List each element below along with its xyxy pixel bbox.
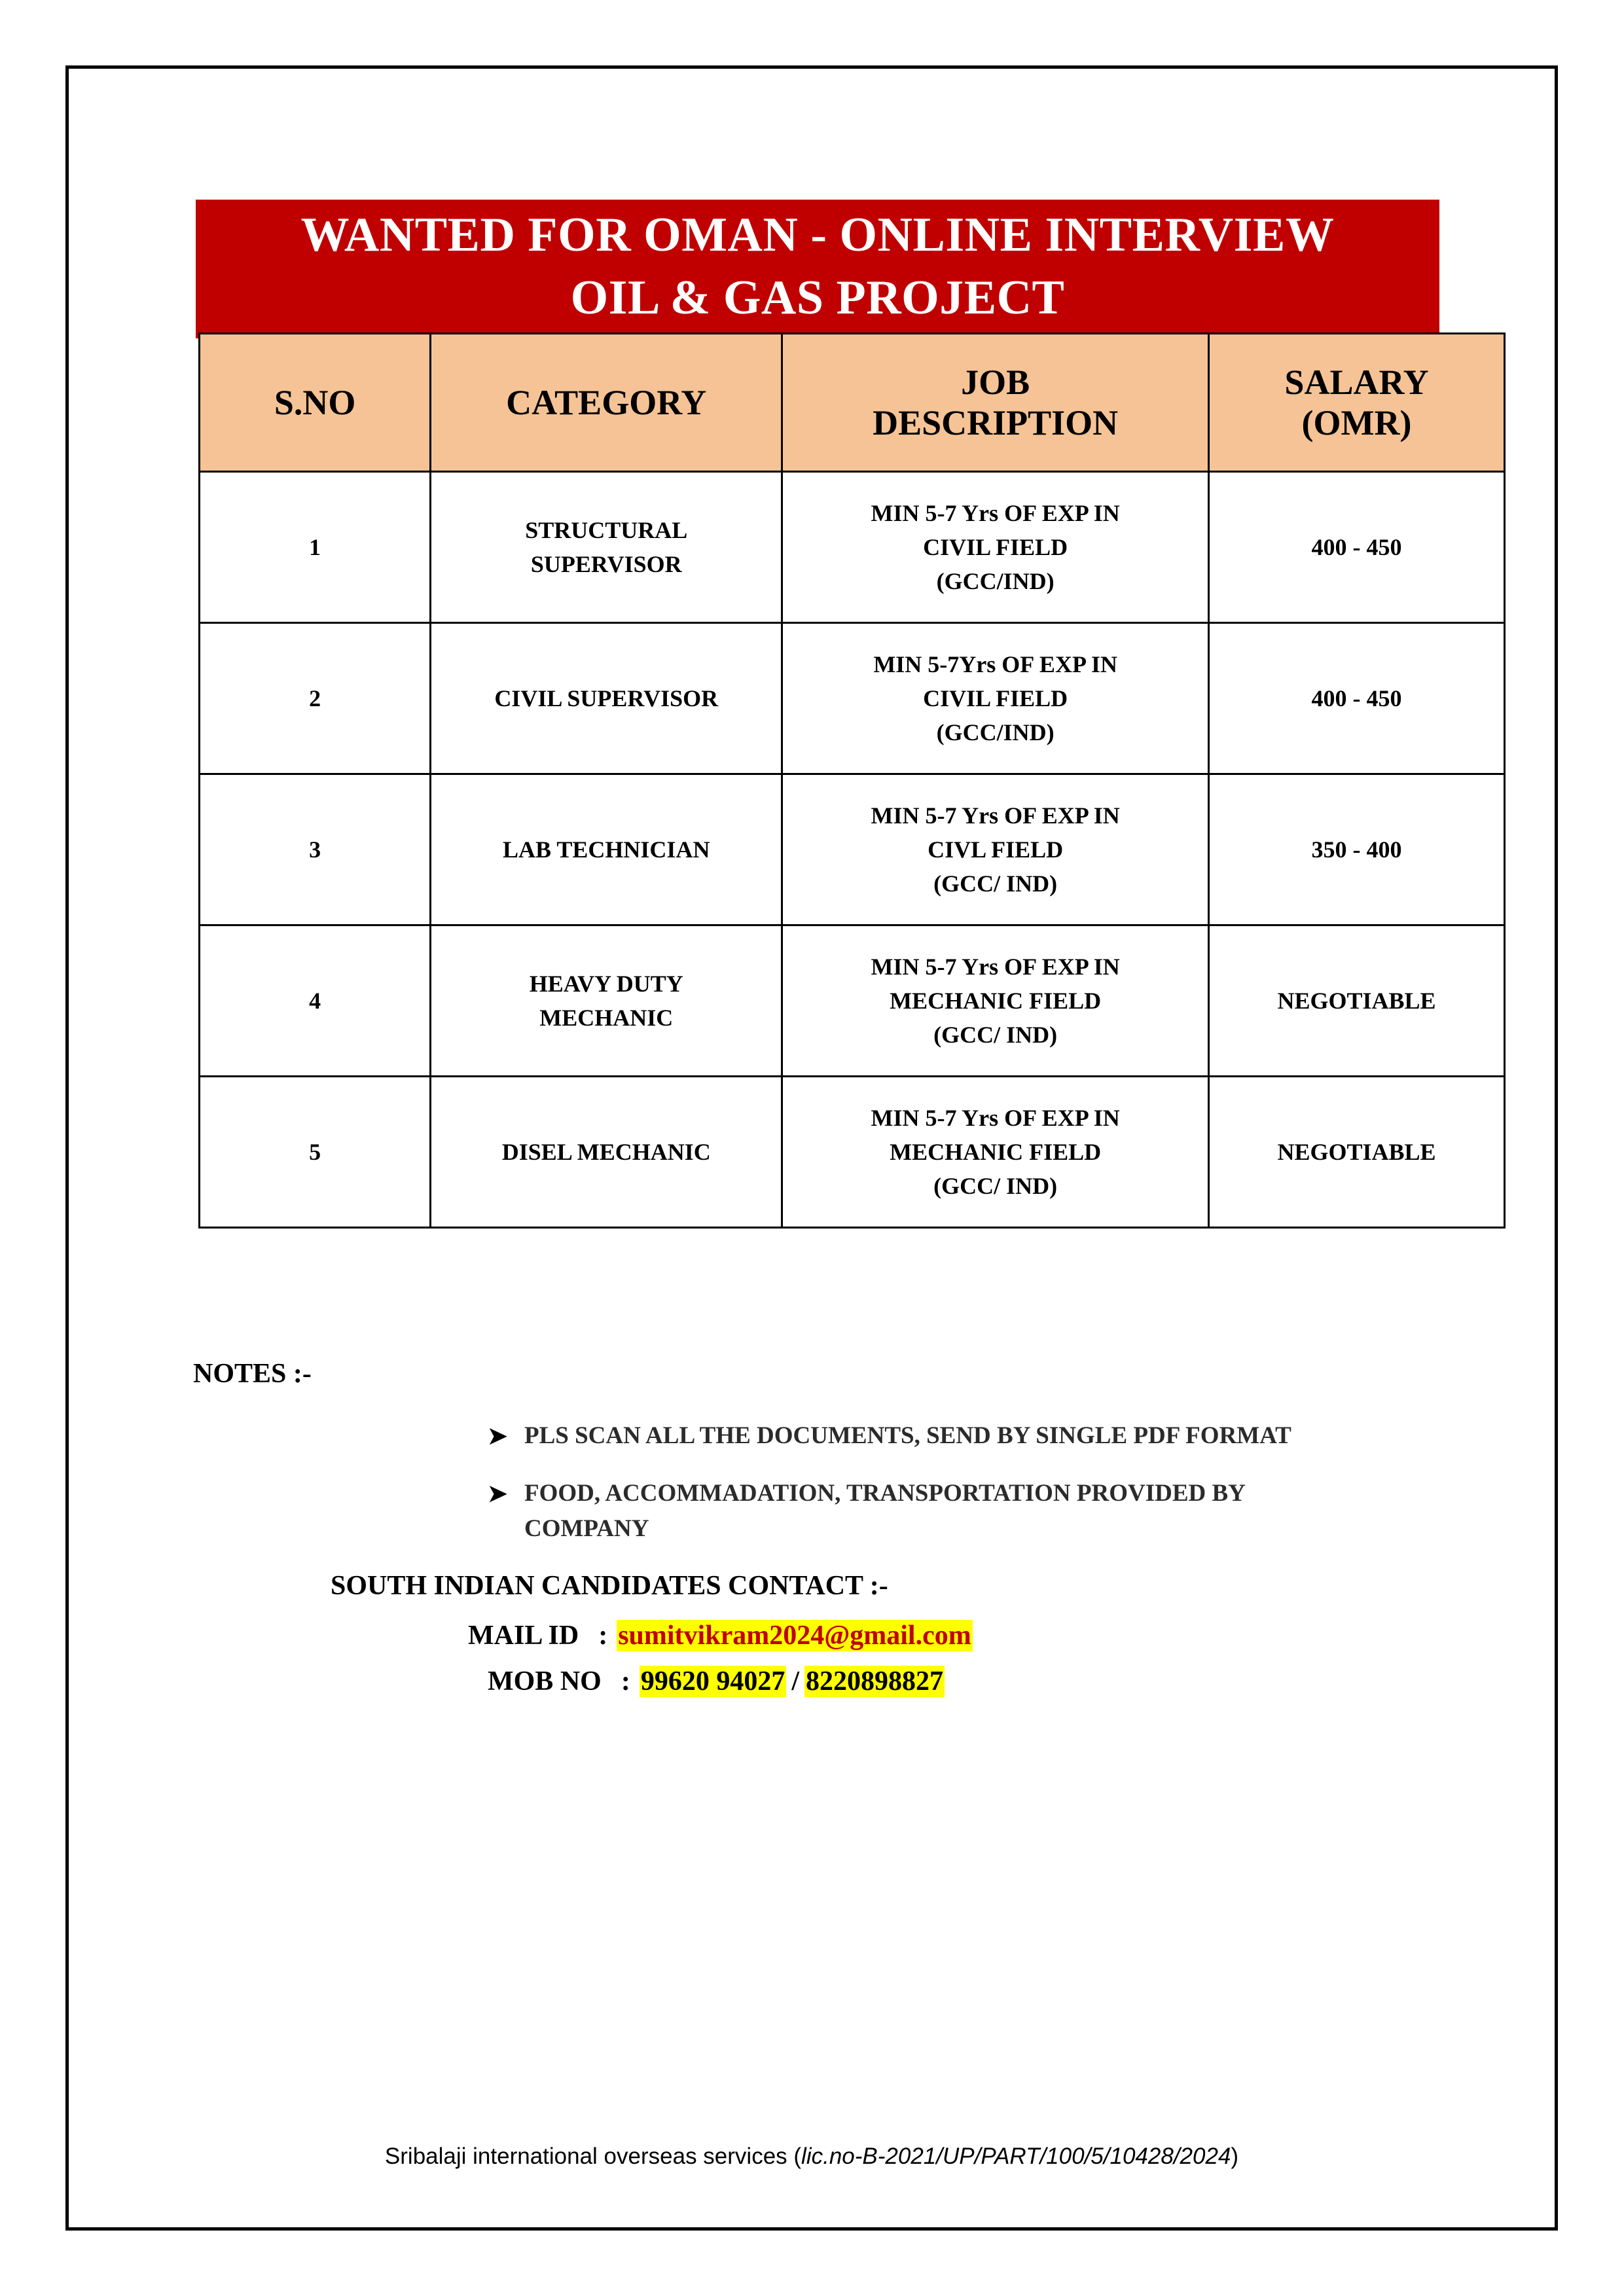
desc-line-1: MIN 5-7 Yrs OF EXP IN [871, 802, 1120, 829]
column-header-sno: S.NO [200, 334, 431, 472]
column-header-category: CATEGORY [431, 334, 782, 472]
footer [69, 2144, 1555, 2170]
mobile-number-row [488, 1666, 945, 1697]
row-job-description [782, 623, 1209, 774]
mail-id-row [468, 1620, 973, 1651]
category-line-2: MECHANIC [539, 1005, 674, 1031]
mobile-number-separator: / [791, 1666, 799, 1696]
mail-id-colon: : [598, 1621, 608, 1651]
row-serial-number: 1 [200, 472, 431, 623]
desc-line-2: MECHANIC FIELD [890, 1139, 1102, 1165]
arrow-bullet-icon: ➤ [488, 1480, 508, 1507]
category-line-1: DISEL MECHANIC [501, 1139, 711, 1165]
mob-no-colon: : [621, 1666, 630, 1696]
desc-line-2: CIVIL FIELD [923, 685, 1068, 711]
table-row [200, 774, 1505, 925]
row-category [431, 623, 782, 774]
mob-no-label: MOB NO [488, 1666, 602, 1696]
category-line-2: SUPERVISOR [530, 551, 682, 577]
category-line-1: CIVIL SUPERVISOR [494, 685, 719, 711]
desc-line-3: (GCC/IND) [936, 719, 1055, 745]
category-line-1: HEAVY DUTY [529, 971, 683, 997]
footer-license-number: lic.no-B-2021/UP/PART/100/5/10428/2024 [801, 2144, 1231, 2169]
row-category [431, 1077, 782, 1228]
row-job-description [782, 925, 1209, 1077]
desc-line-3: (GCC/ IND) [933, 1022, 1058, 1048]
desc-line-3: (GCC/IND) [936, 568, 1055, 594]
table-header-row [200, 334, 1505, 472]
desc-line-2: CIVL FIELD [928, 836, 1064, 863]
mobile-number-primary[interactable]: 99620 94027 [640, 1666, 785, 1696]
table-row [200, 623, 1505, 774]
row-salary: 400 - 450 [1208, 623, 1504, 774]
poster-banner [196, 200, 1439, 338]
desc-line-3: (GCC/ IND) [933, 870, 1058, 897]
desc-line-3: (GCC/ IND) [933, 1173, 1058, 1199]
row-salary: NEGOTIABLE [1208, 1077, 1504, 1228]
note-text: FOOD, ACCOMMADATION, TRANSPORTATION PROVIDED BY [524, 1480, 1246, 1507]
category-line-1: STRUCTURAL [525, 517, 688, 543]
note-text: PLS SCAN ALL THE DOCUMENTS, SEND BY SINGLE PDF FORMAT [524, 1422, 1291, 1449]
mobile-number-secondary[interactable]: 8220898827 [806, 1666, 943, 1696]
desc-line-1: MIN 5-7Yrs OF EXP IN [873, 651, 1117, 677]
jobs-table [198, 332, 1506, 1229]
desc-line-2: MECHANIC FIELD [890, 988, 1102, 1014]
note-text-wrap [524, 1476, 1246, 1547]
row-serial-number: 2 [200, 623, 431, 774]
column-header-job-description [782, 334, 1209, 472]
mail-id-value[interactable]: sumitvikram2024@gmail.com [618, 1621, 971, 1651]
table-row [200, 1077, 1505, 1228]
row-category [431, 774, 782, 925]
row-salary: NEGOTIABLE [1208, 925, 1504, 1077]
salary-label-line-2: (OMR) [1301, 403, 1412, 442]
row-category [431, 925, 782, 1077]
column-header-salary [1208, 334, 1504, 472]
jobs-table-head [200, 334, 1505, 472]
row-category [431, 472, 782, 623]
row-serial-number: 5 [200, 1077, 431, 1228]
page-sheet [65, 65, 1558, 2231]
mail-id-label: MAIL ID [468, 1621, 579, 1651]
note-item [488, 1418, 1291, 1454]
notes-title: NOTES :- [193, 1359, 312, 1389]
row-job-description [782, 774, 1209, 925]
row-job-description [782, 472, 1209, 623]
row-salary: 400 - 450 [1208, 472, 1504, 623]
desc-line-1: MIN 5-7 Yrs OF EXP IN [871, 954, 1120, 980]
job-description-label-line-1: JOB [961, 363, 1030, 402]
footer-closing-paren: ) [1231, 2144, 1239, 2169]
footer-company-name: Sribalaji international overseas services ( [384, 2144, 802, 2169]
arrow-bullet-icon: ➤ [488, 1423, 508, 1449]
note-text-continuation: COMPANY [524, 1515, 649, 1542]
banner-title-line-1: WANTED FOR OMAN - ONLINE INTERVIEW [300, 208, 1335, 262]
jobs-table-body [200, 472, 1505, 1228]
table-row [200, 925, 1505, 1077]
desc-line-2: CIVIL FIELD [923, 534, 1068, 560]
desc-line-1: MIN 5-7 Yrs OF EXP IN [871, 1105, 1120, 1131]
contact-heading: SOUTH INDIAN CANDIDATES CONTACT :- [331, 1571, 888, 1601]
salary-label-line-1: SALARY [1284, 363, 1429, 402]
category-line-1: LAB TECHNICIAN [503, 836, 710, 863]
note-item [488, 1476, 1246, 1547]
row-salary: 350 - 400 [1208, 774, 1504, 925]
job-description-label-line-2: DESCRIPTION [873, 403, 1119, 442]
row-serial-number: 3 [200, 774, 431, 925]
row-serial-number: 4 [200, 925, 431, 1077]
desc-line-1: MIN 5-7 Yrs OF EXP IN [871, 500, 1120, 526]
banner-title-line-2: OIL & GAS PROJECT [570, 271, 1065, 325]
row-job-description [782, 1077, 1209, 1228]
table-row [200, 472, 1505, 623]
